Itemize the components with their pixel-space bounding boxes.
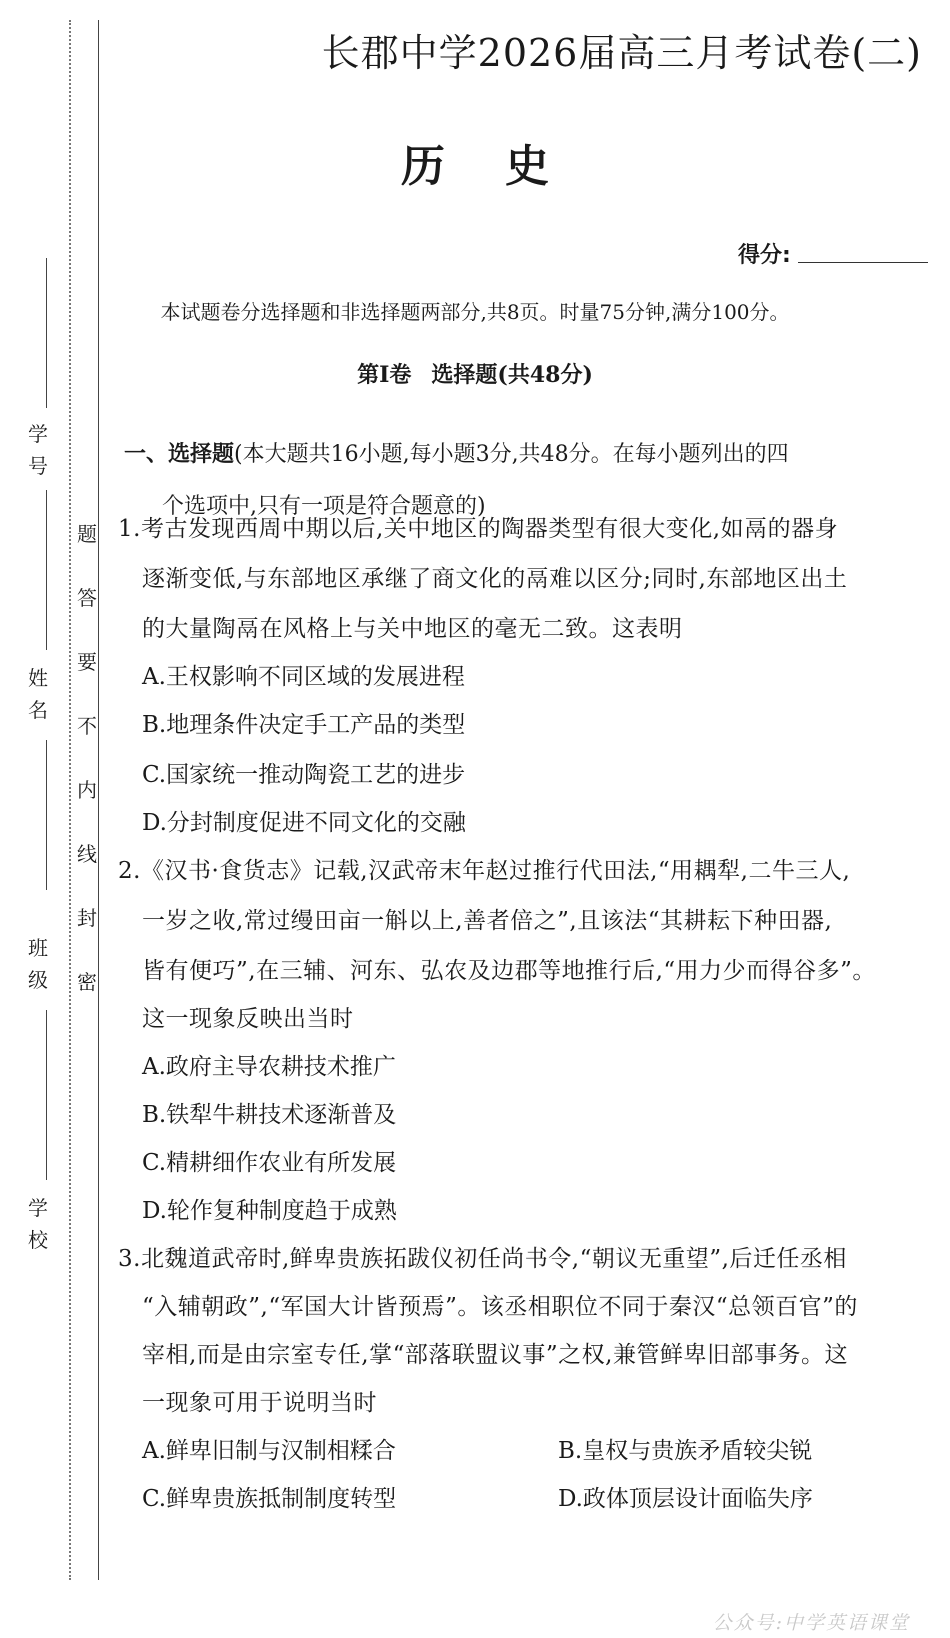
question-2-option-a[interactable]: A.政府主导农耕技术推广 [142, 1054, 396, 1080]
watermark: 公众号:中学英语课堂 [712, 1612, 910, 1634]
question-2-text: 2.《汉书·食货志》记载,汉武帝末年赵过推行代田法,“用耦犁,二牛三人, [118, 858, 851, 884]
question-3-option-d[interactable]: D.政体顶层设计面临失序 [558, 1486, 813, 1512]
question-3-option-c[interactable]: C.鲜卑贵族抵制制度转型 [142, 1486, 397, 1512]
seal-char: 题 [77, 522, 97, 546]
binding-dotted-line [69, 20, 71, 1580]
question-1-option-c[interactable]: C.国家统一推动陶瓷工艺的进步 [142, 762, 466, 788]
question-3-text: 宰相,而是由宗室专任,掌“部落联盟议事”之权,兼管鲜卑旧部事务。这 [142, 1342, 848, 1368]
seal-char: 不 [77, 714, 97, 738]
question-1-option-a[interactable]: A.王权影响不同区域的发展进程 [142, 664, 465, 690]
question-3-text: “入辅朝政”,“军国大计皆预焉”。该丞相职位不同于秦汉“总领百官”的 [142, 1294, 858, 1320]
name-label: 姓名 [28, 666, 48, 722]
question-2-option-c[interactable]: C.精耕细作农业有所发展 [142, 1150, 397, 1176]
question-1-text: 的大量陶鬲在风格上与关中地区的毫无二致。这表明 [142, 616, 683, 642]
part-title-type: 选择题(共48分) [431, 362, 593, 388]
seal-char: 密 [77, 970, 97, 994]
student-id-label: 学号 [28, 422, 48, 478]
exam-title: 长郡中学2026届高三月考试卷(二) [321, 31, 922, 75]
seal-char: 要 [77, 650, 97, 674]
question-2-option-b[interactable]: B.铁犁牛耕技术逐渐普及 [142, 1102, 397, 1128]
question-3-text: 3.北魏道武帝时,鲜卑贵族拓跋仪初任尚书令,“朝议无重望”,后迁任丞相 [118, 1246, 847, 1272]
school-blank [46, 1010, 47, 1180]
subject-title: 历史 [401, 141, 609, 192]
seal-char: 内 [77, 778, 97, 802]
question-2-text: 皆有便巧”,在三辅、河东、弘农及边郡等地推行后,“用力少而得谷多”。 [142, 958, 876, 984]
school-label: 学校 [28, 1196, 48, 1252]
part-title-volume: 第Ⅰ卷 [357, 362, 412, 388]
class-label: 班级 [28, 936, 48, 992]
question-1-option-b[interactable]: B.地理条件决定手工产品的类型 [142, 712, 466, 738]
section-label: 一、选择题 [124, 441, 235, 467]
question-3-text: 一现象可用于说明当时 [142, 1390, 377, 1416]
question-1-option-d[interactable]: D.分封制度促进不同文化的交融 [142, 810, 466, 836]
exam-intro: 本试题卷分选择题和非选择题两部分,共8页。时量75分钟,满分100分。 [160, 300, 790, 324]
question-3-option-a[interactable]: A.鲜卑旧制与汉制相糅合 [142, 1438, 396, 1464]
seal-char: 封 [77, 906, 97, 930]
class-blank [46, 740, 47, 890]
question-2-option-d[interactable]: D.轮作复种制度趋于成熟 [142, 1198, 397, 1224]
seal-char: 线 [77, 842, 97, 866]
question-2-text: 一岁之收,常过缦田亩一斛以上,善者倍之”,且该法“其耕耘下种田器, [142, 908, 833, 934]
question-1-text: 逐渐变低,与东部地区承继了商文化的鬲难以区分;同时,东部地区出土 [142, 566, 848, 592]
name-blank [46, 490, 47, 650]
question-1-text: 1.考古发现西周中期以后,关中地区的陶器类型有很大变化,如鬲的器身 [118, 516, 839, 542]
score-blank[interactable] [798, 262, 928, 263]
part-title [0, 358, 950, 389]
seal-char: 答 [77, 586, 97, 610]
question-2-text: 这一现象反映出当时 [142, 1006, 354, 1032]
question-3-option-b[interactable]: B.皇权与贵族矛盾较尖锐 [558, 1438, 813, 1464]
section-desc: (本大题共16小题,每小题3分,共48分。在每小题列出的四 [234, 442, 789, 467]
binding-solid-line [98, 20, 99, 1580]
section-desc-cont: 个选项中,只有一项是符合题意的) [162, 494, 486, 519]
score-label: 得分: [738, 243, 791, 268]
